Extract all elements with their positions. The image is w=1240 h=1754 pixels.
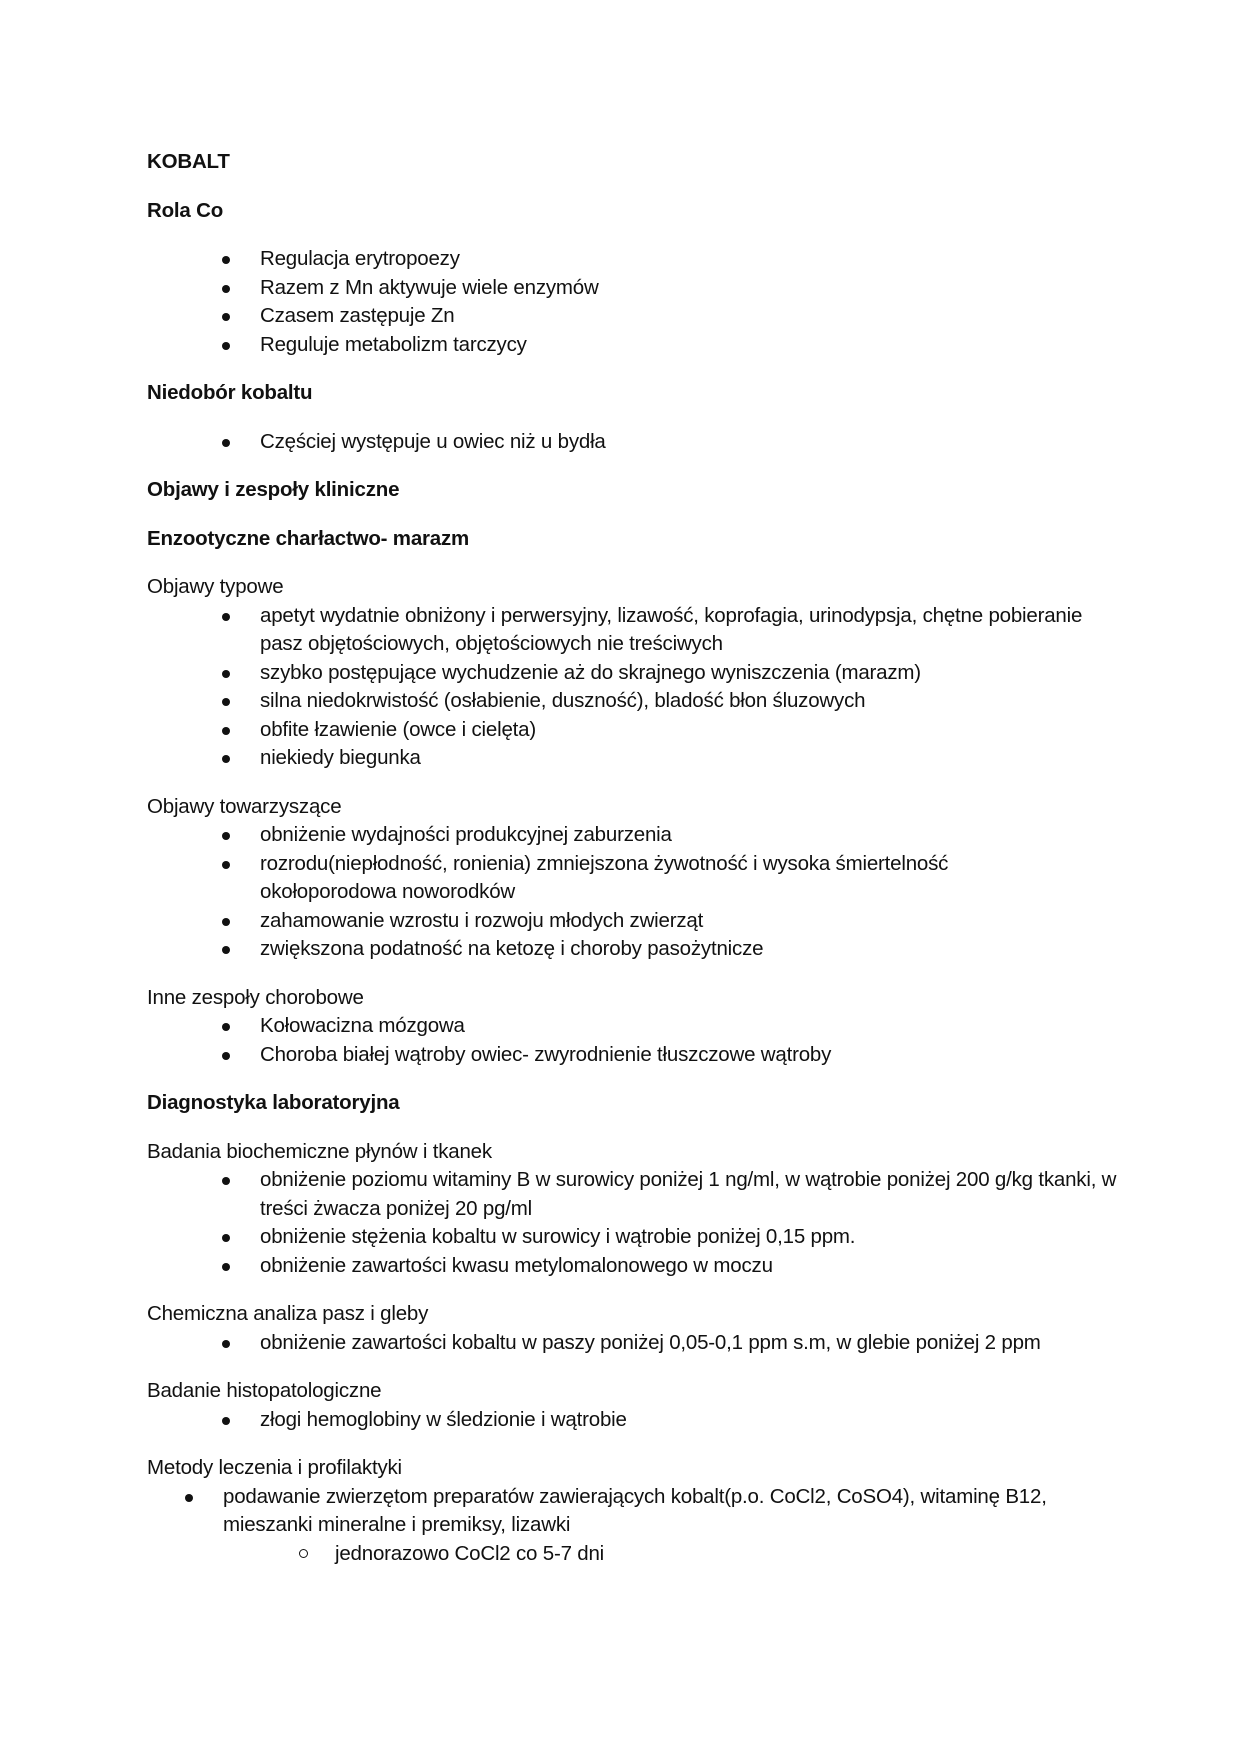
section-heading-objawy: Objawy i zespoły kliniczne: [147, 478, 400, 501]
list-niedobor: [147, 428, 1107, 457]
bullet-icon: [222, 727, 230, 735]
section-heading-rola: Rola Co: [147, 198, 224, 222]
subsection-heading-inne: Inne zespoły chorobowe: [147, 985, 364, 1009]
bullet-icon: [185, 1494, 193, 1502]
bullet-icon: [222, 861, 230, 869]
document-content: [147, 148, 1117, 1568]
list-item: Regulacja erytropoezy: [147, 245, 1107, 274]
list-item: złogi hemoglobiny w śledzionie i wątrobie: [147, 1406, 1107, 1435]
list-item: jednorazowo CoCl2 co 5-7 dni: [147, 1540, 1107, 1569]
list-item: obfite łzawienie (owce i cielęta): [147, 716, 1107, 745]
list-item: obniżenie poziomu witaminy B w surowicy poniżej 1 ng/ml, w wątrobie poniżej 200 g/kg tkanki, w treści żwacza poniżej 20 pg/ml: [147, 1166, 1120, 1223]
list-item: Częściej występuje u owiec niż u bydła: [147, 428, 1107, 457]
bullet-icon: [222, 256, 230, 264]
list-item: rozrodu(niepłodność, ronienia) zmniejszona żywotność i wysoka śmiertelność okołoporodowa noworodków: [147, 850, 1060, 907]
list-biochemiczne: [147, 1166, 1117, 1280]
bullet-icon: [222, 755, 230, 763]
hollow-bullet-icon: [299, 1549, 308, 1558]
list-towarzyszace: [147, 821, 1107, 964]
subsection-heading-leczenie: Metody leczenia i profilaktyki: [147, 1456, 402, 1479]
list-item: Razem z Mn aktywuje wiele enzymów: [147, 274, 1107, 303]
list-item: niekiedy biegunka: [147, 744, 1107, 773]
subsection-heading-typowe: Objawy typowe: [147, 575, 284, 598]
bullet-icon: [222, 1263, 230, 1271]
list-item: apetyt wydatnie obniżony i perwersyjny, lizawość, koprofagia, urinodypsja, chętne pobieranie pasz objętościowych, objętościowych nie treściwych: [147, 602, 1100, 659]
bullet-icon: [222, 698, 230, 706]
subsection-heading-histopatologiczne: Badanie histopatologiczne: [147, 1379, 382, 1402]
section-heading-enzootyczne: Enzootyczne charłactwo- marazm: [147, 526, 470, 550]
subsection-heading-biochemiczne: Badania biochemiczne płynów i tkanek: [147, 1139, 492, 1163]
list-item: podawanie zwierzętom preparatów zawierających kobalt(p.o. CoCl2, CoSO4), witaminę B12, mieszanki mineralne i premiksy, lizawki: [147, 1483, 1103, 1540]
list-item: zahamowanie wzrostu i rozwoju młodych zwierząt: [147, 907, 1107, 936]
list-item: obniżenie zawartości kwasu metylomalonowego w moczu: [147, 1252, 1107, 1281]
list-item: szybko postępujące wychudzenie aż do skrajnego wyniszczenia (marazm): [147, 659, 1107, 688]
bullet-icon: [222, 1340, 230, 1348]
section-heading-diagnostyka: Diagnostyka laboratoryjna: [147, 1091, 400, 1114]
bullet-icon: [222, 1023, 230, 1031]
document-title: KOBALT: [147, 150, 230, 173]
list-item: silna niedokrwistość (osłabienie, duszność), bladość błon śluzowych: [147, 687, 1107, 716]
list-histopatologiczne: [147, 1406, 1107, 1435]
list-inne: [147, 1012, 1107, 1069]
bullet-icon: [222, 1234, 230, 1242]
bullet-icon: [222, 613, 230, 621]
subsection-heading-towarzyszace: Objawy towarzyszące: [147, 794, 342, 818]
list-leczenie: [147, 1483, 1107, 1540]
list-item: obniżenie stężenia kobaltu w surowicy i wątrobie poniżej 0,15 ppm.: [147, 1223, 1107, 1252]
section-heading-niedobor: Niedobór kobaltu: [147, 381, 313, 404]
bullet-icon: [222, 1052, 230, 1060]
bullet-icon: [222, 342, 230, 350]
bullet-icon: [222, 918, 230, 926]
bullet-icon: [222, 313, 230, 321]
list-typowe: [147, 602, 1107, 773]
bullet-icon: [222, 832, 230, 840]
list-item: Choroba białej wątroby owiec- zwyrodnienie tłuszczowe wątroby: [147, 1041, 1107, 1070]
bullet-icon: [222, 946, 230, 954]
bullet-icon: [222, 1417, 230, 1425]
list-item: Reguluje metabolizm tarczycy: [147, 331, 1107, 360]
list-item: obniżenie wydajności produkcyjnej zaburzenia: [147, 821, 1107, 850]
bullet-icon: [222, 1177, 230, 1185]
list-item: Kołowacizna mózgowa: [147, 1012, 1107, 1041]
sublist-leczenie: [147, 1540, 1107, 1569]
bullet-icon: [222, 439, 230, 447]
bullet-icon: [222, 670, 230, 678]
list-rola: [147, 245, 1107, 359]
subsection-heading-chemiczna: Chemiczna analiza pasz i gleby: [147, 1302, 429, 1325]
list-item: Czasem zastępuje Zn: [147, 302, 1107, 331]
list-item: zwiększona podatność na ketozę i choroby pasożytnicze: [147, 935, 1107, 964]
list-chemiczna: [147, 1329, 1107, 1358]
bullet-icon: [222, 285, 230, 293]
list-item: obniżenie zawartości kobaltu w paszy poniżej 0,05-0,1 ppm s.m, w glebie poniżej 2 ppm: [147, 1329, 1107, 1358]
